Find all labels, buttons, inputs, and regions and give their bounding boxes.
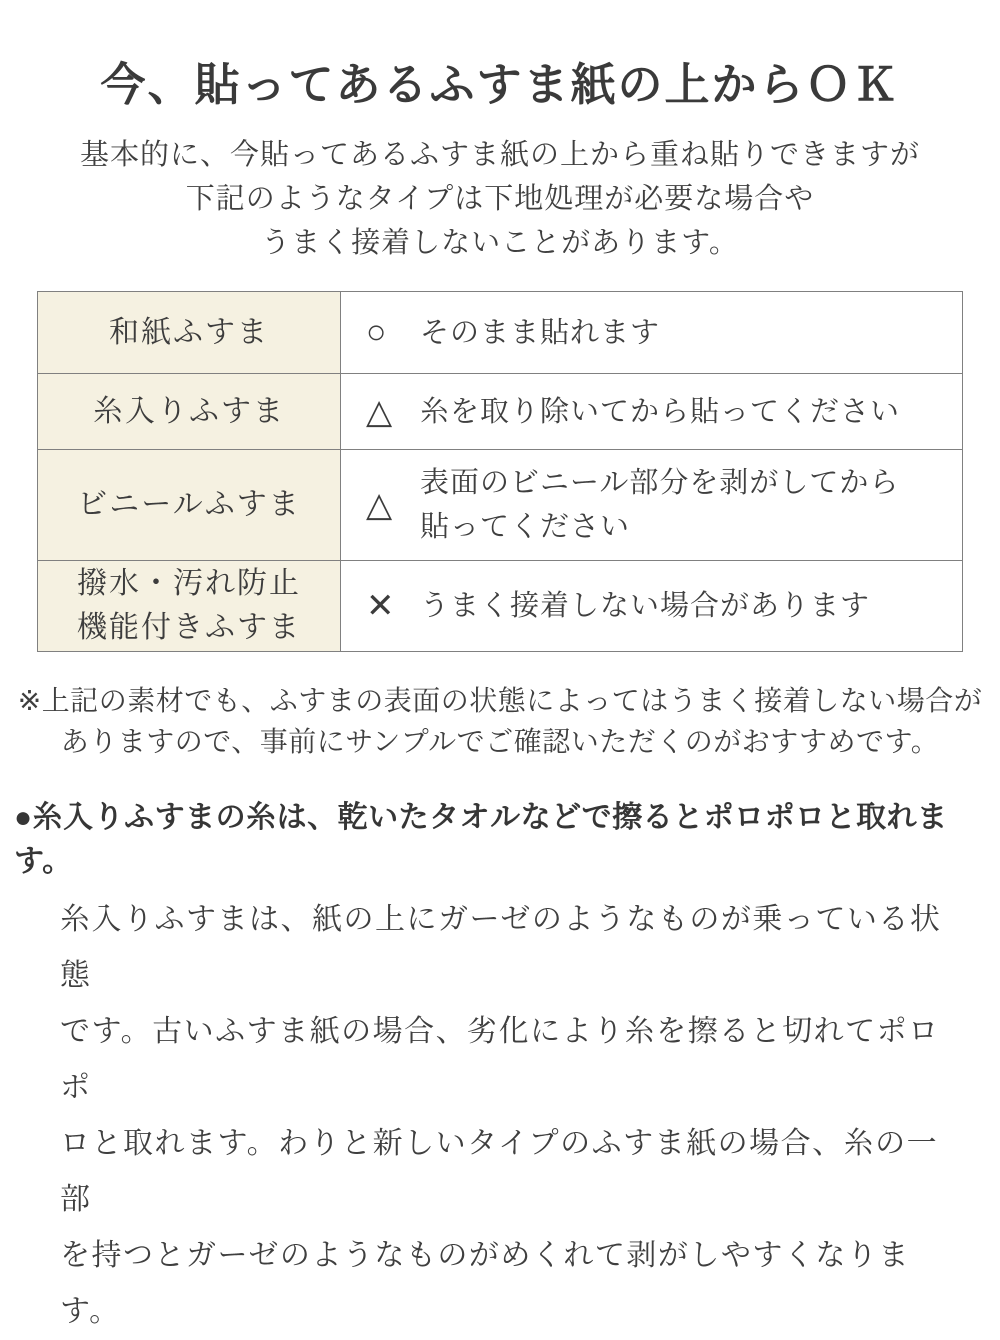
body-line: 糸入りふすまは、紙の上にガーゼのようなものが乗っている状態 [60, 903, 942, 992]
thread-section-body [60, 892, 960, 1340]
result-cell [341, 292, 963, 374]
intro-line: うまく接着しないことがあります。 [261, 227, 739, 259]
triangle-caution-icon: △ [366, 392, 393, 431]
material-cell: 糸入りふすま [38, 374, 341, 450]
result-description: うまく接着しない場合があります [420, 590, 871, 622]
instruction-page [0, 48, 1000, 1328]
result-content [342, 451, 961, 559]
result-cell [341, 374, 963, 450]
footnote-line: ありますので、事前にサンプルでご確認いただくのがおすすめです。 [60, 726, 940, 757]
circle-ok-icon: ○ [366, 313, 387, 351]
table-row [38, 374, 963, 450]
body-line: ロと取れます。わりと新しいタイプのふすま紙の場合、糸の一部 [60, 1127, 939, 1216]
cross-ng-icon: ✕ [366, 587, 395, 625]
result-content [342, 574, 961, 638]
body-line: です。古いふすま紙の場合、劣化により糸を擦ると切れてポロポ [60, 1015, 940, 1104]
table-row [38, 292, 963, 374]
material-cell: ビニールふすま [38, 450, 341, 561]
page-title: 今、貼ってあるふすま紙の上からＯＫ [100, 59, 900, 110]
footnote-line: ※上記の素材でも、ふすまの表面の状態によってはうまく接着しない場合が [17, 685, 983, 716]
footnote [0, 680, 1000, 762]
result-description: 表面のビニール部分を剥がしてから 貼ってください [420, 467, 900, 543]
material-cell: 撥水・汚れ防止 機能付きふすま [38, 561, 341, 652]
thread-section-heading: ●糸入りふすまの糸は、乾いたタオルなどで擦るとポロポロと取れます。 [14, 801, 948, 878]
intro-paragraph [0, 133, 1000, 265]
result-description: 糸を取り除いてから貼ってください [420, 395, 901, 428]
intro-line: 基本的に、今貼ってあるふすま紙の上から重ね貼りできますが [79, 139, 920, 171]
triangle-caution-icon: △ [366, 486, 393, 524]
intro-line: 下記のようなタイプは下地処理が必要な場合や [185, 183, 815, 215]
result-content [342, 301, 961, 365]
body-line: を持つとガーゼのようなものがめくれて剥がしやすくなります。 [60, 1239, 910, 1328]
material-cell: 和紙ふすま [38, 292, 341, 374]
result-cell [341, 561, 963, 652]
result-content [342, 380, 961, 444]
compatibility-table [37, 291, 963, 652]
result-cell [341, 450, 963, 561]
table-row [38, 450, 963, 561]
table-row [38, 561, 963, 652]
result-description: そのまま貼れます [420, 316, 661, 349]
